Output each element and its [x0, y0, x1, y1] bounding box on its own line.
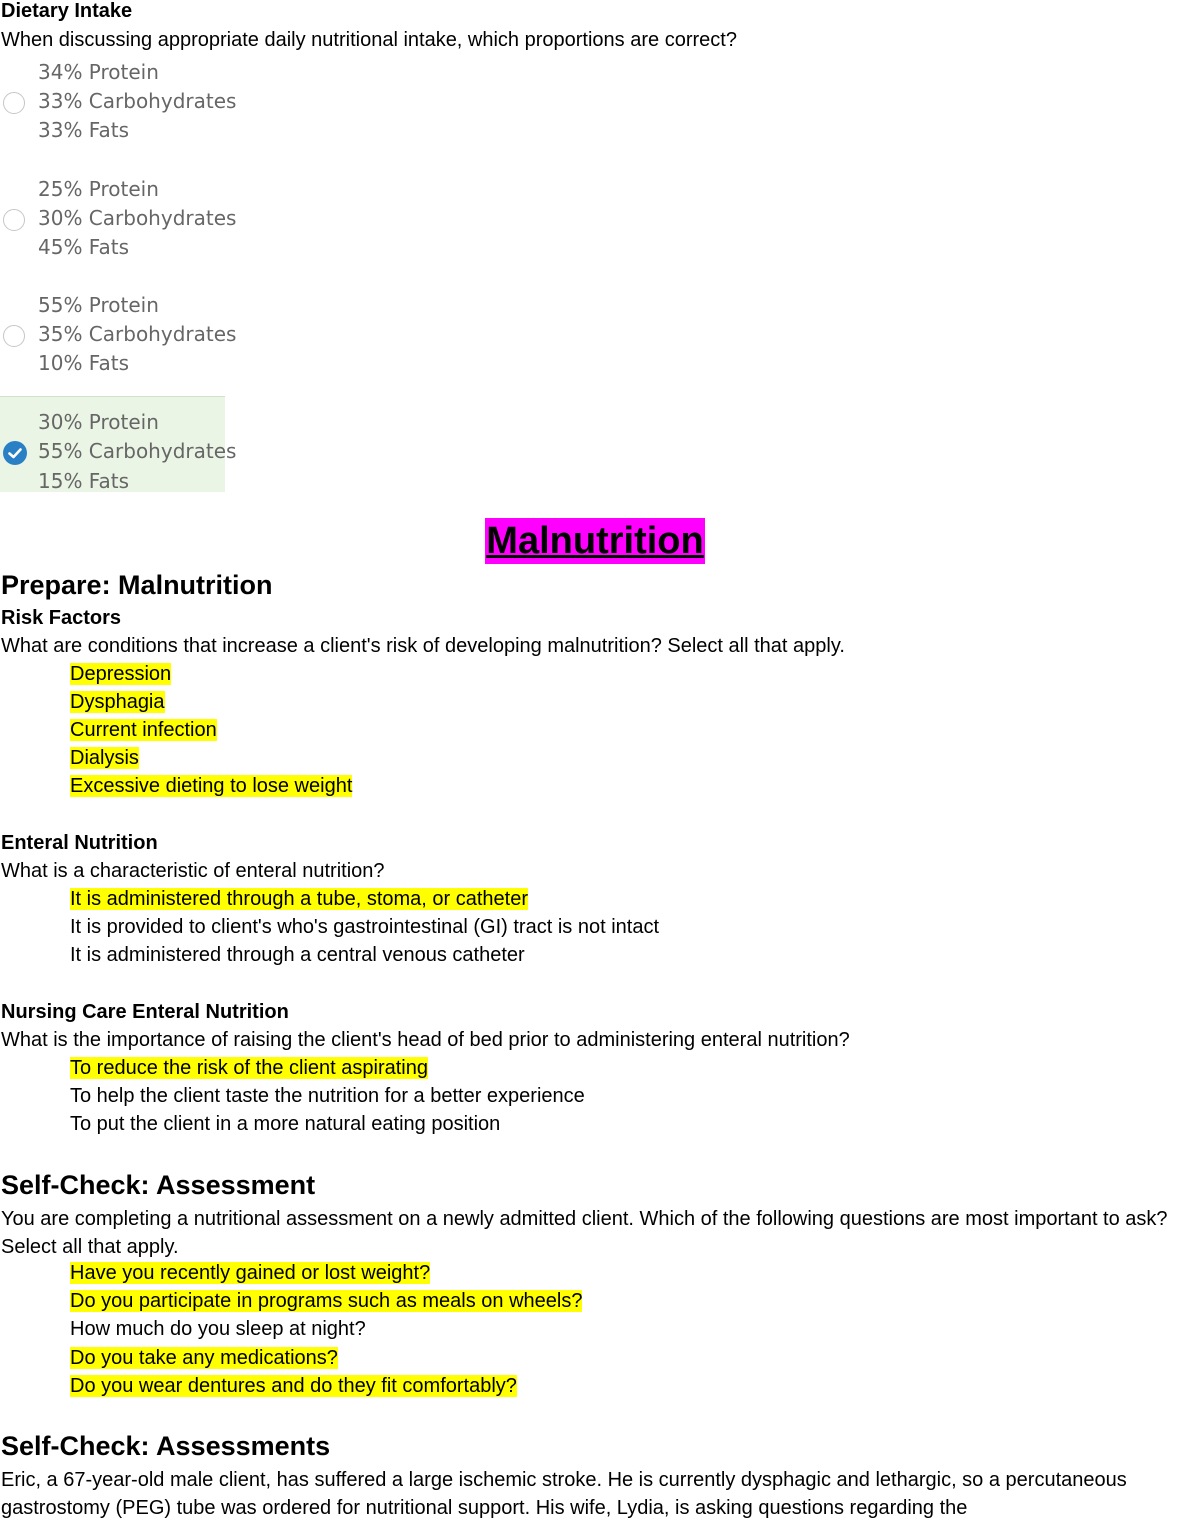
risk-answer [70, 691, 165, 714]
enteral-heading: Enteral Nutrition [1, 832, 158, 854]
answer-text: Do you wear dentures and do they fit comfortably? [70, 1375, 517, 1397]
selfcheck1-answer [70, 1375, 517, 1398]
risk-question: What are conditions that increase a client's risk of developing malnutrition? Select all that apply. [1, 635, 845, 657]
risk-heading: Risk Factors [1, 607, 122, 629]
option-line: 55% Carbohydrates [38, 439, 237, 463]
answer-text: Have you recently gained or lost weight? [70, 1262, 431, 1284]
option-line: 35% Carbohydrates [38, 322, 237, 346]
dietary-heading: Dietary Intake [1, 0, 133, 22]
nursing-answer: To put the client in a more natural eating position [70, 1113, 501, 1135]
risk-answer [70, 747, 139, 770]
enteral-answer [70, 888, 528, 911]
enteral-answer: It is provided to client's who's gastrointestinal (GI) tract is not intact [70, 916, 659, 938]
risk-answer [70, 663, 171, 686]
nursing-answer [70, 1057, 428, 1080]
enteral-question: What is a characteristic of enteral nutrition? [1, 860, 385, 882]
selfcheck1-question: You are completing a nutritional assessment on a newly admitted client. Which of the following questions are most important to ask? Select all that apply. [1, 1208, 1168, 1258]
option-4-selected[interactable] [0, 396, 237, 493]
dietary-question: When discussing appropriate daily nutritional intake, which proportions are correct? [1, 29, 737, 51]
radio-checked-icon[interactable] [3, 441, 27, 465]
option-1[interactable] [0, 58, 237, 153]
risk-answer [70, 775, 352, 798]
answer-text: Depression [70, 663, 172, 685]
nursing-answer: To help the client taste the nutrition for a better experience [70, 1085, 585, 1107]
option-line: 33% Fats [38, 118, 129, 142]
selfcheck1-answer [70, 1347, 338, 1370]
option-line: 30% Protein [38, 410, 159, 434]
option-line: 15% Fats [38, 469, 129, 493]
selfcheck1-heading: Self-Check: Assessment [1, 1170, 316, 1200]
answer-text: Current infection [70, 719, 217, 741]
selfcheck1-answer [70, 1262, 430, 1285]
option-line: 55% Protein [38, 293, 159, 317]
selfcheck2-text: Eric, a 67-year-old male client, has suffered a large ischemic stroke. He is currently dysphagic and lethargic, so a percutaneous gastrostomy (PEG) tube was ordered for nutritional support. His wife, Lydia, is asking questions regarding the [1, 1469, 1127, 1519]
radio-unchecked-icon[interactable] [3, 92, 25, 114]
option-line: 45% Fats [38, 235, 129, 259]
selfcheck1-answer [70, 1290, 582, 1313]
nursing-heading: Nursing Care Enteral Nutrition [1, 1001, 289, 1023]
option-line: 25% Protein [38, 177, 159, 201]
option-line: 30% Carbohydrates [38, 206, 237, 230]
answer-text: Do you participate in programs such as meals on wheels? [70, 1290, 583, 1312]
prepare-heading: Prepare: Malnutrition [1, 570, 273, 600]
answer-text: It is administered through a tube, stoma, or catheter [70, 888, 529, 910]
enteral-answer: It is administered through a central venous catheter [70, 944, 525, 966]
answer-text: Excessive dieting to lose weight [70, 775, 353, 797]
nursing-question: What is the importance of raising the client's head of bed prior to administering enteral nutrition? [1, 1029, 850, 1051]
title-wrapper [0, 518, 1190, 564]
option-line: 34% Protein [38, 60, 159, 84]
option-line: 33% Carbohydrates [38, 89, 237, 113]
answer-text: Dialysis [70, 747, 139, 769]
option-line: 10% Fats [38, 351, 129, 375]
answer-text: Dysphagia [70, 691, 165, 713]
answer-text: Do you take any medications? [70, 1347, 338, 1369]
selfcheck2-heading: Self-Check: Assessments [1, 1431, 331, 1461]
answer-text: To reduce the risk of the client aspirating [70, 1057, 428, 1079]
option-2[interactable] [0, 175, 237, 270]
option-3[interactable] [0, 291, 237, 386]
page-title: Malnutrition [486, 520, 704, 562]
risk-answer [70, 719, 217, 742]
selfcheck1-answer: How much do you sleep at night? [70, 1318, 366, 1340]
radio-unchecked-icon[interactable] [3, 325, 25, 347]
radio-unchecked-icon[interactable] [3, 209, 25, 231]
